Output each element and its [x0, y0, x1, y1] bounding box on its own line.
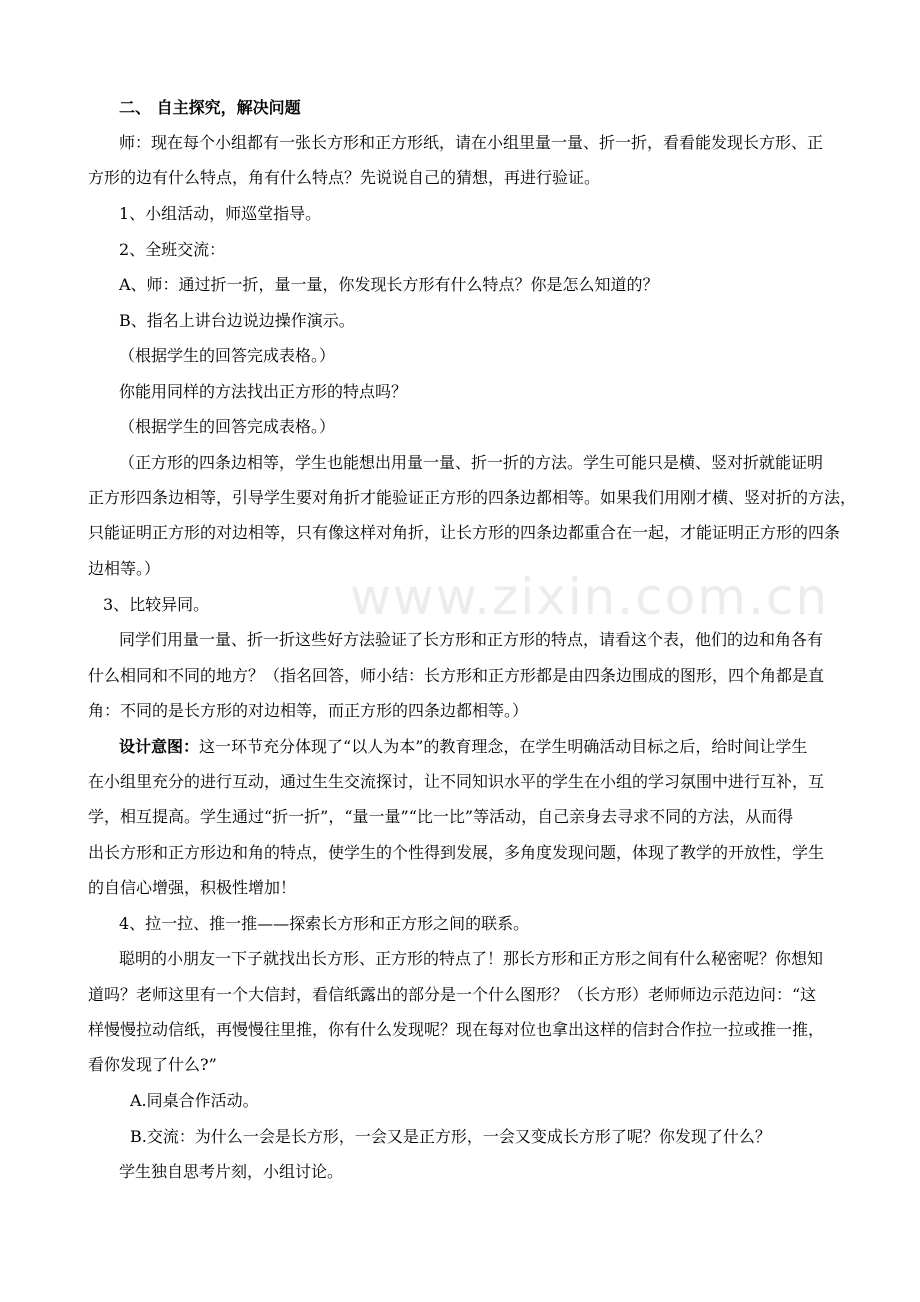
design-intent-line-5: 的自信心增强，积极性增加！: [88, 878, 297, 897]
paragraph-5-line-1: 聪明的小朋友一下子就找出长方形、正方形的特点了！那长方形和正方形之间有什么秘密呢？你想知: [119, 949, 824, 968]
list-item-3: 3、比较异同。: [103, 595, 210, 614]
paragraph-5-line-4: 看你发现了什么?”: [88, 1055, 217, 1074]
question-1: 你能用同样的方法找出正方形的特点吗？: [119, 382, 408, 401]
paragraph-3-line-2: 什么相同和不同的地方？（指名回答，师小结：长方形和正方形都是由四条边围成的图形，四个角都是直: [88, 666, 825, 685]
design-intent-label: 设计意图：: [119, 737, 200, 756]
paragraph-2-line-1: （正方形的四条边相等，学生也能想出用量一量、折一折的方法。学生可能只是横、竖对折就能证明: [119, 453, 824, 472]
list-item-1: 1、小组活动，师巡堂指导。: [119, 204, 322, 223]
paragraph-1-line-1: 师：现在每个小组都有一张长方形和正方形纸，请在小组里量一量、折一折，看看能发现长方形、正: [119, 133, 824, 152]
paragraph-5-line-2: 道吗？老师这里有一个大信封，看信纸露出的部分是一个什么图形？（长方形）老师师边示范边问：“这: [88, 985, 817, 1004]
list-item-a2: A.同桌合作活动。: [130, 1091, 259, 1110]
paragraph-1-line-2: 方形的边有什么特点，角有什么特点？先说说自己的猜想，再进行验证。: [88, 168, 601, 187]
paragraph-5-line-3: 样慢慢拉动信纸，再慢慢往里推，你有什么发现呢？现在每对位也拿出这样的信封合作拉一拉或推一推，: [88, 1020, 825, 1039]
design-intent-line-3: 学，相互提高。学生通过“折一折”，“量一量”“比一比”等活动，自己亲身去寻求不同的方法，从而得: [88, 807, 794, 826]
section-heading: 二、 自主探究，解决问题: [119, 98, 301, 117]
paragraph-2-line-3: 只能证明正方形的对边相等，只有像这样对角折，让长方形的四条边都重合在一起，才能证明正方形的四条: [88, 523, 841, 542]
closing-line: 学生独自思考片刻，小组讨论。: [119, 1162, 344, 1181]
paragraph-2-line-4: 边相等。）: [88, 559, 161, 578]
watermark: www.zixin.com.cn: [350, 568, 830, 626]
paragraph-3-line-1: 同学们用量一量、折一折这些好方法验证了长方形和正方形的特点，请看这个表，他们的边和角各有: [119, 630, 824, 649]
list-item-4: 4、拉一拉、推一推——探索长方形和正方形之间的联系。: [119, 914, 530, 933]
list-item-b: B、指名上讲台边说边操作演示。: [119, 311, 355, 330]
design-intent-text: 这一环节充分体现了“以人为本”的教育理念，在学生明确活动目标之后，给时间让学生: [199, 737, 808, 756]
paragraph-2-line-2: 正方形四条边相等，引导学生要对角折才能验证正方形的四条边都相等。如果我们用刚才横、竖对折的方法，: [88, 488, 857, 507]
list-item-b2: B.交流：为什么一会是长方形，一会又是正方形，一会又变成长方形了呢？你发现了什么？: [130, 1127, 771, 1146]
design-intent-line-4: 出长方形和正方形边和角的特点，使学生的个性得到发展，多角度发现问题，体现了教学的开放性，学生: [88, 843, 825, 862]
list-item-2: 2、全班交流：: [119, 240, 226, 259]
design-intent-line-1: [119, 732, 807, 762]
note-2: （根据学生的回答完成表格。）: [119, 417, 336, 436]
note-1: （根据学生的回答完成表格。）: [119, 346, 336, 365]
list-item-a: A、师：通过折一折，量一量，你发现长方形有什么特点？你是怎么知道的？: [119, 275, 659, 294]
paragraph-3-line-3: 角：不同的是长方形的对边相等，而正方形的四条边都相等。）: [88, 701, 529, 720]
design-intent-line-2: 在小组里充分的进行互动，通过生生交流探讨，让不同知识水平的学生在小组的学习氛围中进行互补，互: [88, 772, 825, 791]
